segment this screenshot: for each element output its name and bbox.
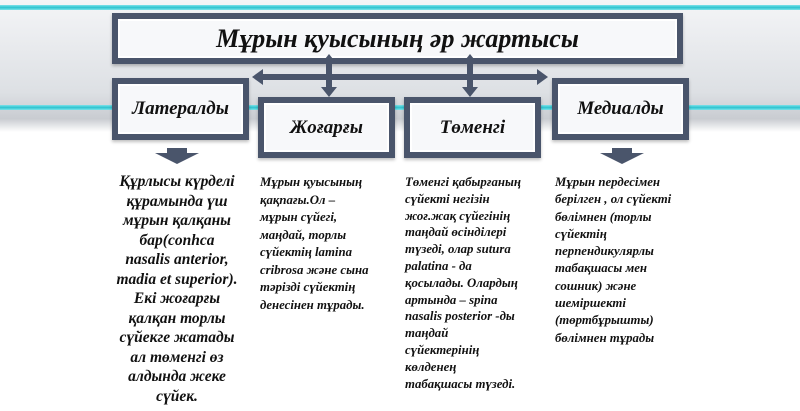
title-box [112,13,683,64]
accent-line-top [0,5,800,10]
box-upper [258,97,395,158]
label-lateral: Латералды [132,98,229,119]
label-medial: Медиалды [577,98,664,119]
box-medial [552,78,689,140]
arrow-down-icon [600,148,644,164]
vertical-connector-lower [467,62,473,90]
horizontal-connector [262,74,538,80]
label-upper: Жоғарғы [290,116,363,138]
box-lateral [112,78,249,140]
medial-description: Мұрын пердесімен берілген , ол сүйекті бөлімнен (торлы сүйектің перпендикулярлы табақшасы мен сошник) және шеміршекті (төртбұрышты) бөлімнен тұрады [555,175,672,345]
label-lower: Төменгі [439,116,506,138]
arrow-left-head [252,69,263,85]
arrow-up-head [462,54,478,64]
arrow-down-icon [155,148,199,164]
vertical-connector-upper [326,62,332,90]
lower-description: Төменгі қабырғаның сүйекті негізін жоғ.жақ сүйегінің таңдай өсінділері түзеді, олар sutura palatina - да қосылады. Олардың артында – spina nasalis posterior -ды таңдай сүйектерінің көлденең табақшасы түзеді. [405,175,522,391]
arrow-up-head [321,54,337,64]
arrow-down-head [321,87,337,97]
upper-description: Мұрын қуысының қақпағы.Ол – мұрын сүйегі, маңдай, торлы сүйектің lamina cribrosa және сына тәрізді сүйектің денесінен тұрады. [260,175,369,312]
arrow-down-head [462,87,478,97]
arrow-right-head [537,69,548,85]
title-text: Мұрын қуысының әр жартысы [216,23,579,53]
box-lower [404,97,541,158]
lateral-description: Құрлысы күрделі құрамында үш мұрын қалқаны бар(conhca nasalis anterior, madia et superior). Екі жоғарғы қалқан торлы сүйекге жатады ал төменгі өз алдында жеке сүйек. [116,173,238,405]
